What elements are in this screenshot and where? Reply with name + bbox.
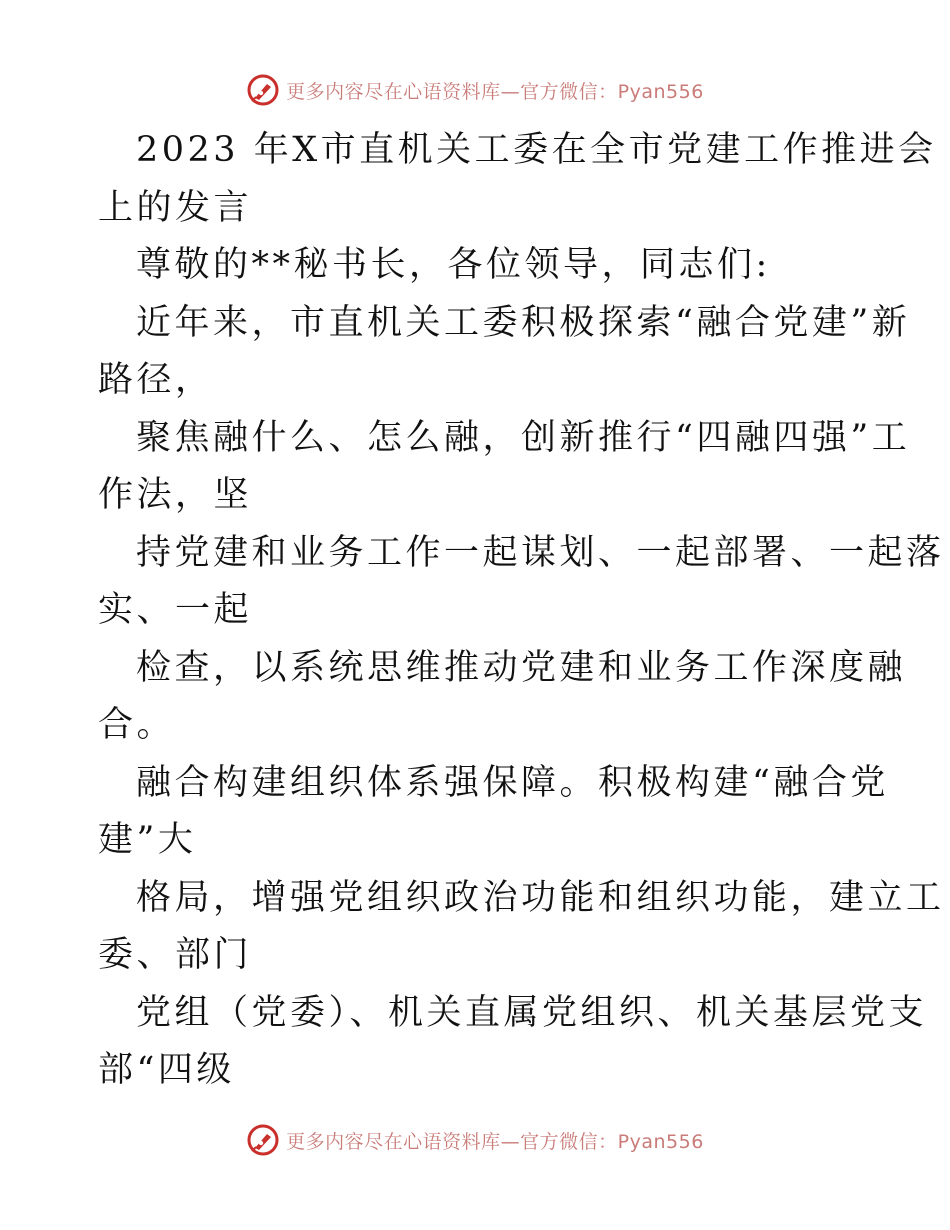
document-body bbox=[98, 122, 945, 1100]
document-line: 持党建和业务工作一起谋划、一起部署、一起落 bbox=[136, 532, 945, 573]
document-line: 实、一起 bbox=[98, 590, 253, 630]
pen-nib-logo-icon bbox=[246, 73, 280, 107]
document-line: 党组（党委）、机关直属党组织、机关基层党支 bbox=[136, 992, 928, 1033]
document-line: 尊敬的**秘书长，各位领导，同志们: bbox=[136, 245, 771, 285]
watermark-header bbox=[0, 70, 950, 110]
document-line: 部“四级 bbox=[98, 1050, 235, 1090]
document-line: 委、部门 bbox=[98, 935, 253, 975]
document-line: 作法，坚 bbox=[98, 475, 253, 515]
document-line: 检查，以系统思维推动党建和业务工作深度融 bbox=[136, 647, 907, 688]
document-line: 近年来，市直机关工委积极探索“融合党建”新 bbox=[136, 302, 911, 343]
document-line: 聚焦融什么、怎么融，创新推行“四融四强”工 bbox=[136, 417, 911, 458]
watermark-text: 更多内容尽在心语资料库—官方微信：Pyan556 bbox=[286, 80, 704, 103]
document-line: 合。 bbox=[98, 705, 176, 745]
document-line: 路径， bbox=[98, 360, 214, 400]
document-line: 2023 年X市直机关工委在全市党建工作推进会 bbox=[136, 130, 937, 170]
watermark-text: 更多内容尽在心语资料库—官方微信：Pyan556 bbox=[286, 1130, 704, 1153]
document-line: 融合构建组织体系强保障。积极构建“融合党 bbox=[136, 762, 889, 803]
document-line: 格局，增强党组织政治功能和组织功能，建立工 bbox=[136, 877, 945, 918]
document-line: 建”大 bbox=[98, 820, 197, 860]
watermark-footer bbox=[0, 1120, 950, 1160]
pen-nib-logo-icon bbox=[246, 1123, 280, 1157]
document-line: 上的发言 bbox=[98, 187, 253, 228]
